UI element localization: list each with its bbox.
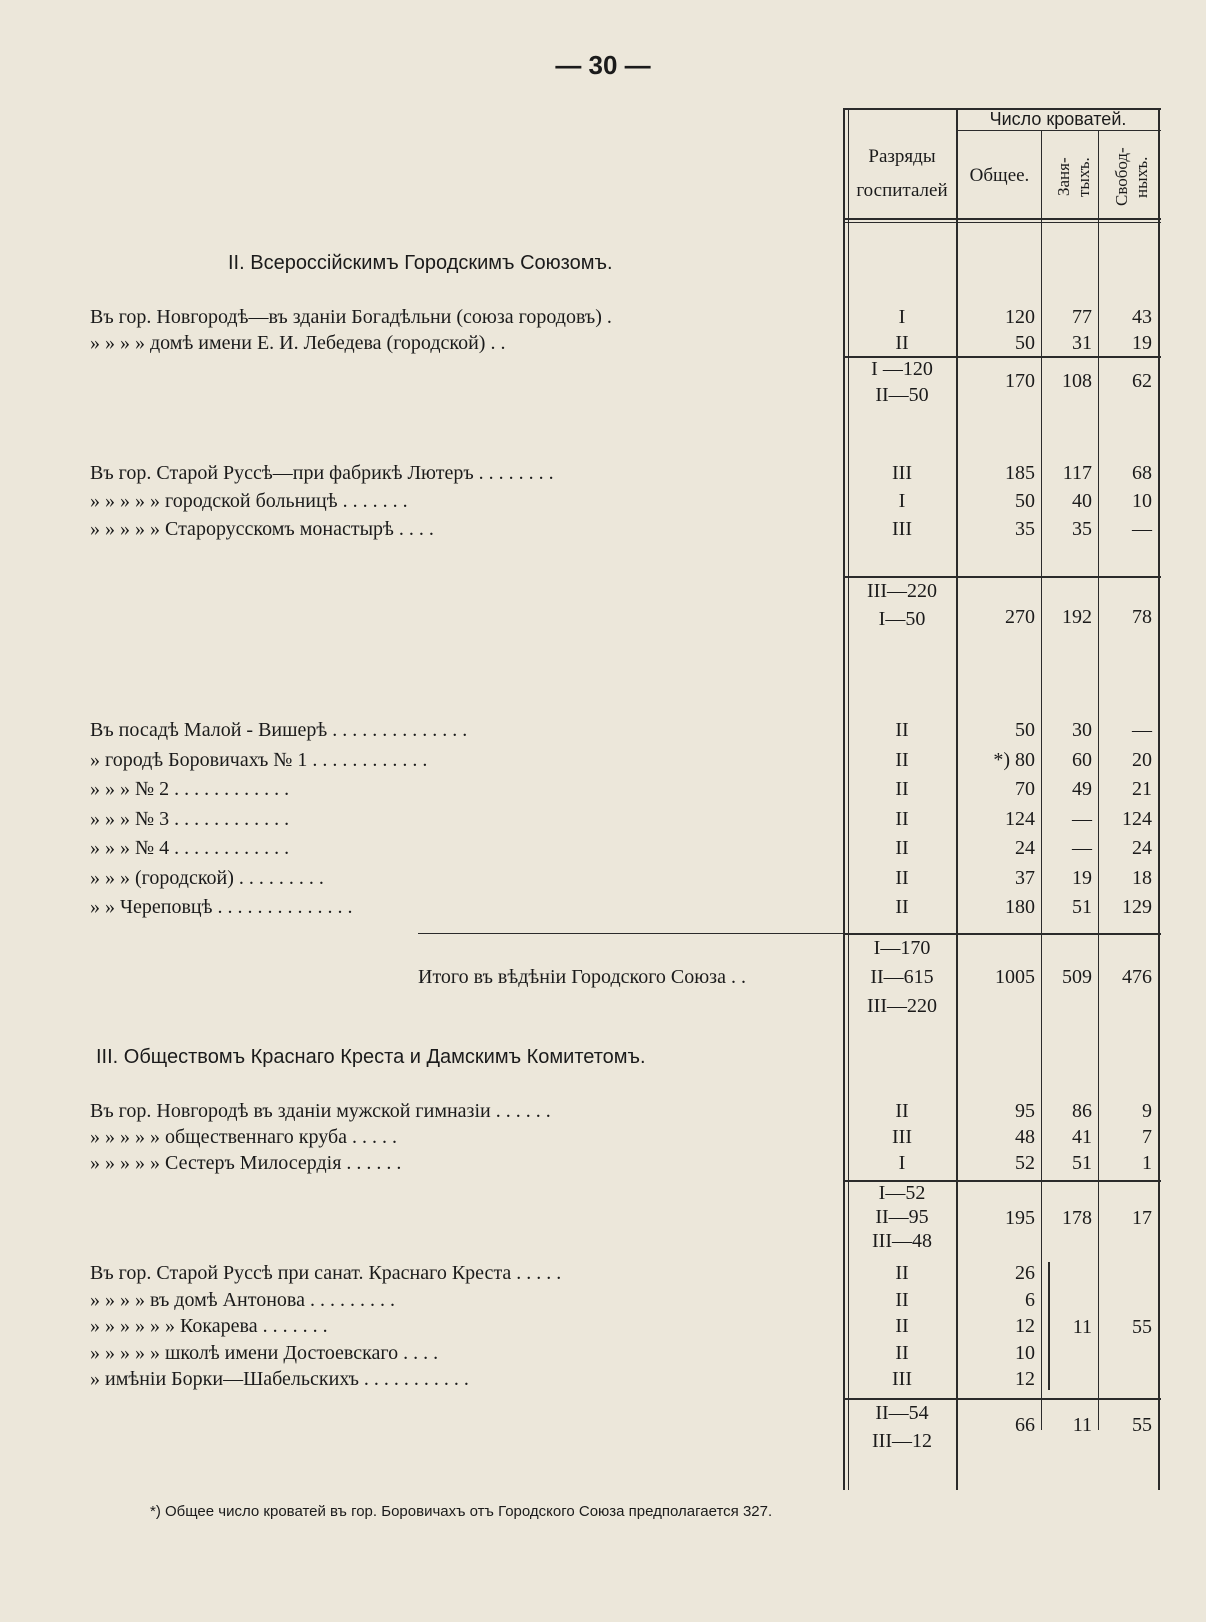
row-rank: II	[895, 807, 909, 830]
row-total: 95	[1015, 1100, 1035, 1122]
row-total: 6	[1025, 1288, 1035, 1311]
row-label: » » » » » Сестеръ Милосердія . . . . . .	[90, 1152, 402, 1174]
row-rank: II	[895, 1100, 909, 1122]
sum-total: 195	[1005, 1207, 1035, 1229]
row-free: 21	[1132, 778, 1152, 800]
row-free: 7	[1142, 1126, 1152, 1148]
row-rank: I	[898, 306, 906, 328]
row-occupied: 49	[1072, 778, 1092, 800]
row-label: » » Череповцѣ . . . . . . . . . . . . . .	[90, 896, 353, 918]
page-number: — 30 —	[555, 50, 651, 80]
row-total: 50	[1015, 332, 1035, 354]
row-free: 124	[1122, 807, 1152, 830]
section3-title: III. Обществомъ Краснаго Креста и Дамскимъ Комитетомъ.	[96, 1046, 646, 1068]
footnote: *) Общее число кроватей въ гор. Боровичахъ отъ Городского Союза предполагается 327.	[150, 1503, 773, 1520]
row-rank: II	[895, 1262, 909, 1284]
row-occupied: —	[1072, 807, 1092, 830]
row-rank: II	[895, 332, 909, 354]
row-free: 10	[1132, 490, 1152, 512]
row-occupied: 117	[1062, 462, 1092, 484]
header-total: Общее.	[969, 165, 1030, 186]
sum-rank-line: III—220	[867, 580, 937, 602]
sum-total: 170	[1005, 370, 1035, 392]
row-free: 1	[1142, 1152, 1152, 1174]
header-beds: Число кроватей.	[989, 109, 1127, 129]
row-total: 120	[1005, 306, 1035, 328]
sum-rank-line: II—615	[870, 966, 934, 988]
row-occupied: 41	[1072, 1126, 1092, 1148]
row-rank: II	[895, 748, 909, 771]
sum-free: 62	[1132, 370, 1152, 392]
sum-rank-line: II—95	[875, 1206, 929, 1228]
row-free: 18	[1132, 866, 1152, 889]
row-total: 124	[1005, 807, 1035, 830]
row-occupied: 31	[1072, 332, 1092, 354]
row-total: *) 80	[993, 748, 1035, 771]
row-free: 20	[1132, 748, 1152, 771]
sum-occupied: 192	[1062, 606, 1092, 628]
sum-rank-line: III—48	[872, 1230, 932, 1252]
row-label: Въ гор. Старой Руссѣ при санат. Краснаго Креста . . . . .	[90, 1262, 562, 1284]
row-total: 10	[1015, 1341, 1035, 1364]
sum-total: 1005	[995, 966, 1035, 988]
sum-rank-line: I—170	[873, 937, 931, 959]
sum-occupied: 178	[1062, 1207, 1092, 1229]
row-rank: III	[892, 1126, 912, 1148]
row-rank: I	[898, 1152, 906, 1174]
sum-rank-line: I—50	[878, 608, 926, 630]
sum-total: 66	[1015, 1414, 1035, 1436]
row-rank: III	[892, 1368, 912, 1390]
row-rank: II	[895, 837, 909, 859]
sum-occupied: 509	[1062, 966, 1092, 988]
row-free: —	[1132, 518, 1152, 540]
row-rank: II	[895, 896, 909, 918]
sum-occupied: 108	[1062, 370, 1092, 392]
row-total: 50	[1015, 490, 1035, 512]
row-rank: II	[895, 1315, 909, 1337]
sum-free: 55	[1132, 1414, 1152, 1436]
row-label: » » » » » городской больницѣ . . . . . . .	[90, 490, 408, 512]
row-rank: II	[895, 1288, 909, 1311]
header-occupied: Заня-тыхъ.	[1054, 157, 1093, 197]
row-free: 19	[1132, 332, 1152, 354]
row-label: Въ гор. Новгородѣ въ зданіи мужской гимназіи . . . . . .	[90, 1100, 551, 1122]
row-total: 70	[1015, 778, 1035, 800]
row-occupied: 60	[1072, 748, 1092, 771]
row-total: 185	[1005, 462, 1035, 484]
row-label: » » » » » школѣ имени Достоевскаго . . . .	[90, 1341, 439, 1364]
row-total: 24	[1015, 837, 1035, 859]
row-rank: I	[898, 490, 906, 512]
row-label: Въ посадѣ Малой - Вишерѣ . . . . . . . . . . . . . .	[90, 719, 468, 741]
row-rank: II	[895, 719, 909, 741]
row-occupied: 19	[1072, 866, 1092, 889]
row-total: 50	[1015, 719, 1035, 741]
row-rank: II	[895, 1341, 909, 1364]
row-label: Въ гор. Старой Руссѣ—при фабрикѣ Лютеръ . . . . . . . .	[90, 462, 554, 484]
row-occupied: 77	[1072, 306, 1092, 328]
sum-rank-line: I—52	[878, 1182, 926, 1204]
row-total: 35	[1015, 518, 1035, 540]
row-total: 12	[1015, 1315, 1035, 1337]
row-occupied: —	[1072, 837, 1092, 859]
row-rank: II	[895, 866, 909, 889]
row-occupied: 35	[1072, 518, 1092, 540]
row-total: 37	[1015, 866, 1035, 889]
sum-free: 17	[1132, 1207, 1152, 1229]
group-occupied: 11	[1072, 1316, 1092, 1338]
row-occupied: 30	[1072, 719, 1092, 741]
row-label: » городѣ Боровичахъ № 1 . . . . . . . . . . . .	[90, 748, 428, 771]
header-rank: Разряды госпиталей	[856, 146, 948, 201]
row-label: » » » » домѣ имени Е. И. Лебедева (городской) . .	[90, 332, 506, 354]
row-rank: III	[892, 518, 912, 540]
section2-title: II. Всероссійскимъ Городскимъ Союзомъ.	[228, 252, 613, 274]
sum-rank-line: I —120	[871, 358, 933, 380]
row-label: » » » № 4 . . . . . . . . . . . .	[90, 837, 290, 859]
sum-free: 78	[1132, 606, 1152, 628]
row-total: 48	[1015, 1126, 1035, 1148]
sum-rank-line: III—220	[867, 995, 937, 1017]
row-free: —	[1132, 719, 1152, 741]
sum-rank-line: II—50	[875, 384, 929, 406]
row-free: 68	[1132, 462, 1152, 484]
row-free: 24	[1132, 837, 1152, 859]
row-rank: II	[895, 778, 909, 800]
row-rank: III	[892, 462, 912, 484]
row-label: » » » » » » Кокарева . . . . . . .	[90, 1315, 328, 1337]
sum-rank-line: II—54	[875, 1402, 929, 1424]
sum-occupied: 11	[1072, 1414, 1092, 1436]
row-free: 43	[1132, 306, 1152, 328]
row-label: » » » № 3 . . . . . . . . . . . .	[90, 807, 290, 830]
sum-rank-line: III—12	[872, 1430, 932, 1452]
row-occupied: 51	[1072, 1152, 1092, 1174]
row-occupied: 40	[1072, 490, 1092, 512]
row-label: » » » » » Старорусскомъ монастырѣ . . . .	[90, 518, 434, 540]
row-occupied: 51	[1072, 896, 1092, 918]
row-total: 180	[1005, 896, 1035, 918]
row-occupied: 86	[1072, 1100, 1092, 1122]
row-free: 129	[1122, 896, 1152, 918]
group-free: 55	[1132, 1316, 1152, 1338]
row-label: » » » (городской) . . . . . . . . .	[90, 866, 324, 889]
sum-free: 476	[1122, 966, 1152, 988]
row-total: 26	[1015, 1262, 1035, 1284]
row-label: » » » » въ домѣ Антонова . . . . . . . . .	[90, 1288, 395, 1311]
header-free: Свобод-ныхъ.	[1112, 147, 1151, 207]
row-label: Въ гор. Новгородѣ—въ зданіи Богадѣльни (союза городовъ) .	[90, 306, 612, 328]
row-free: 9	[1142, 1100, 1152, 1122]
row-label: » » » » » общественнаго круба . . . . .	[90, 1126, 398, 1148]
sum-total: 270	[1005, 606, 1035, 628]
row-total: 52	[1015, 1152, 1035, 1174]
row-label: » » » № 2 . . . . . . . . . . . .	[90, 778, 290, 800]
total-label: Итого въ вѣдѣніи Городского Союза . .	[418, 966, 746, 988]
row-total: 12	[1015, 1368, 1035, 1390]
row-label: » имѣніи Борки—Шабельскихъ . . . . . . . . . . .	[90, 1368, 469, 1390]
